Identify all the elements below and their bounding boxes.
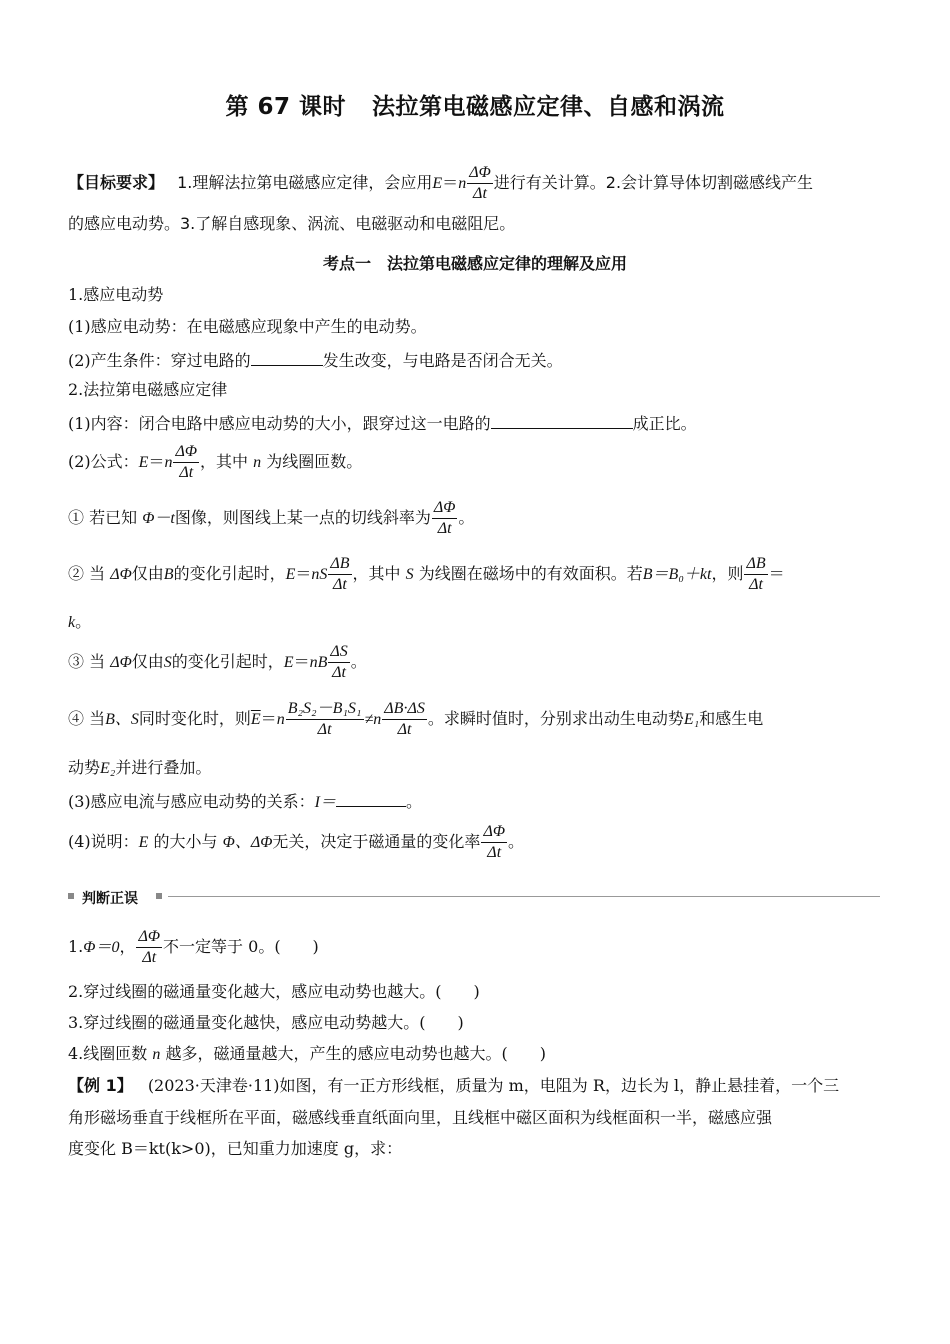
- divider: [168, 896, 880, 897]
- para-1: 1.感应电动势: [68, 285, 164, 304]
- judge-item-3: 3.穿过线圈的磁通量变化越快，感应电动势越大。( ): [68, 1013, 464, 1032]
- para-2-4: (4)说明：E 的大小与 Φ、ΔΦ无关，决定于磁通量的变化率 $\frac{\Delta\Phi}{\Delta t}$ 。: [68, 823, 525, 861]
- goal-line-1: 【目标要求】 1.理解法拉第电磁感应定律，会应用E＝n $\frac{\Delta\Phi}{\Delta t}$ 进行有关计算。2.会计算导体切割磁感线产生: [68, 164, 814, 202]
- case-2: ② 当 ΔΦ仅由B的变化引起时，E＝nS $\frac{\Delta B}{\Delta t}$ ，其中 S 为线圈在磁场中的有效面积。若B＝B₀＋kt，则 $\frac{\Delta B}{\Delta t}$ ＝: [68, 555, 785, 593]
- para-2-3: (3)感应电流与感应电动势的关系：I＝ 。: [68, 792, 423, 811]
- example-label: 【例 1】: [68, 1076, 133, 1095]
- goal-label: 【目标要求】: [68, 173, 165, 192]
- para-1-2: (2)产生条件：穿过电路的 发生改变，与电路是否闭合无关。: [68, 351, 563, 370]
- judge-item-4: 4.线圈匝数 n 越多，磁通量越大，产生的感应电动势也越大。( ): [68, 1044, 546, 1063]
- case-2-cont: k。: [68, 612, 92, 631]
- para-2-2: (2)公式：E＝n $\frac{\Delta\Phi}{\Delta t}$ ，其中 n 为线圈匝数。: [68, 443, 363, 481]
- fill-blank[interactable]: [251, 349, 323, 366]
- para-1-1: (1)感应电动势：在电磁感应现象中产生的电动势。: [68, 317, 427, 336]
- page-title: 第 67 课时 法拉第电磁感应定律、自感和涡流: [225, 94, 725, 120]
- fill-blank[interactable]: [491, 412, 633, 429]
- example-line-3: 度变化 B＝kt(k>0)，已知重力加速度 g，求：: [68, 1139, 403, 1158]
- case-3: ③ 当 ΔΦ仅由S的变化引起时，E＝nB $\frac{\Delta S}{\Delta t}$ 。: [68, 643, 367, 681]
- para-2-1: (1)内容：闭合电路中感应电动势的大小，跟穿过这一电路的 成正比。: [68, 414, 697, 433]
- case-4: ④ 当B、S同时变化时，则$\overline{E}=n$ $\frac{\text{B₂S₂－B₁S₁}}{\Delta t}$ ≠n $\frac{\Delta B\cdot\Delta S}{\Delta t}$ 。求瞬时值时，分别求出动生电动势E₁和感生电: [68, 700, 764, 738]
- judge-item-2: 2.穿过线圈的磁通量变化越大，感应电动势也越大。( ): [68, 982, 480, 1001]
- example-line-2: 角形磁场垂直于线框所在平面，磁感线垂直纸面向里，且线框中磁区面积为线框面积一半，磁感应强: [68, 1108, 773, 1127]
- example-line-1: 【例 1】 (2023·天津卷·11)如图，有一正方形线框，质量为 m，电阻为 R，边长为 l，静止悬挂着，一个三: [68, 1076, 840, 1095]
- para-2: 2.法拉第电磁感应定律: [68, 380, 228, 399]
- case-4-cont: 动势E₂并进行叠加。: [68, 758, 212, 777]
- goal-line-2: 的感应电动势。3.了解自感现象、涡流、电磁驱动和电磁阻尼。: [68, 214, 516, 233]
- square-bullet-icon: [68, 893, 74, 899]
- formula-fraction: $\frac{\Delta\Phi}{\Delta t}$: [469, 164, 491, 202]
- section-heading: 考点一 法拉第电磁感应定律的理解及应用: [322, 254, 627, 273]
- fill-blank[interactable]: [336, 790, 406, 807]
- judge-item-1: 1.Φ＝0， $\frac{\Delta\Phi}{\Delta t}$ 不一定等于 0。( ): [68, 928, 319, 966]
- judge-section-header: 判断正误: [68, 888, 880, 906]
- case-1: ① 若已知 Φ－t图像，则图线上某一点的切线斜率为 $\frac{\Delta\Phi}{\Delta t}$ 。: [68, 499, 475, 537]
- square-bullet-icon: [156, 893, 162, 899]
